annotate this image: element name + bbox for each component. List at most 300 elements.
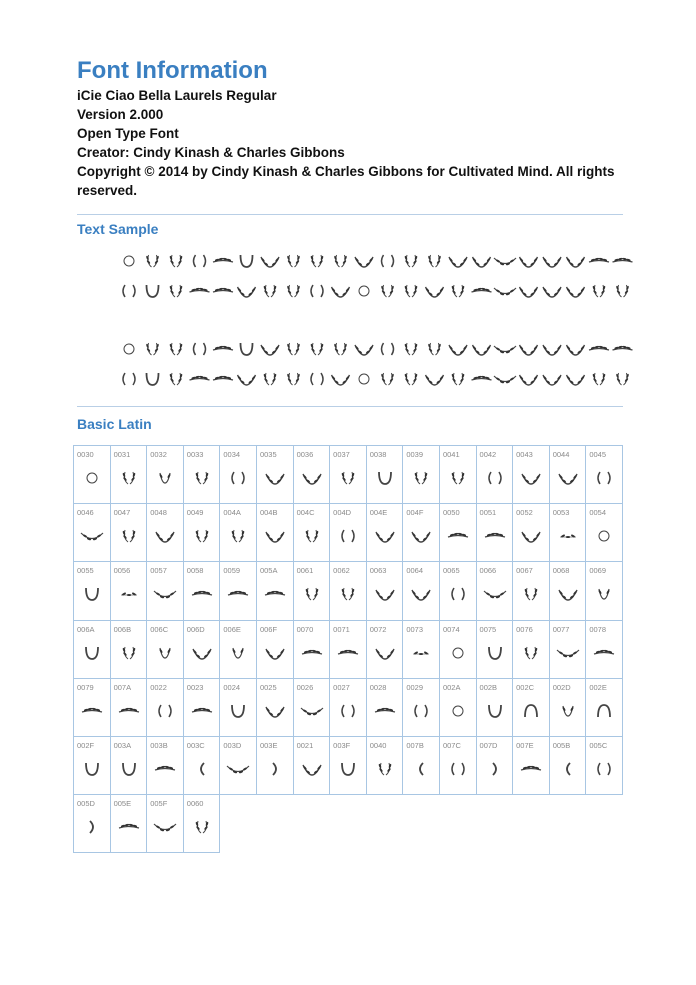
glyph-cell [403, 446, 440, 504]
sample-laurel-icon [381, 285, 394, 297]
laurel-glyph-icon [519, 468, 543, 488]
glyph-code: 003F [333, 740, 351, 750]
sample-laurel-icon [519, 257, 537, 267]
laurel-glyph-icon [153, 701, 177, 721]
glyph-cell [183, 504, 220, 562]
laurel-glyph-icon [226, 584, 250, 604]
glyph-code: 0023 [186, 682, 204, 692]
sample-laurel-icon [382, 343, 394, 355]
sample-laurel-icon [472, 345, 490, 355]
glyph-cell [513, 736, 550, 794]
sample-laurel-icon [519, 345, 537, 355]
laurel-glyph-icon [409, 584, 433, 604]
sample-laurel-icon [355, 257, 373, 267]
glyph-code: 006C [150, 624, 169, 634]
glyph-cell [403, 620, 440, 678]
sample-laurel-icon [613, 345, 633, 350]
text-sample-block-2 [77, 336, 623, 396]
sample-laurel-icon [334, 343, 347, 355]
glyph-code: 0040 [369, 740, 387, 750]
laurel-glyph-icon [117, 526, 141, 546]
glyph-code: 0042 [479, 450, 497, 459]
sample-laurel-icon [287, 285, 300, 297]
glyph-cell [586, 736, 623, 794]
laurel-glyph-icon [153, 817, 177, 837]
sample-glyph-row [117, 248, 677, 278]
glyph-code: 0049 [186, 508, 204, 518]
glyph-code: 0057 [150, 566, 167, 576]
laurel-glyph-icon [226, 701, 250, 721]
glyph-cell [220, 562, 257, 620]
laurel-glyph-icon [556, 643, 580, 663]
laurel-glyph-icon [556, 526, 580, 546]
laurel-glyph-icon [190, 468, 214, 488]
glyph-grid-row [74, 736, 623, 794]
laurel-glyph-icon [373, 643, 397, 663]
glyph-cell [147, 562, 184, 620]
glyph-code: 0076 [516, 624, 533, 634]
glyph-code: 005D [77, 799, 95, 809]
glyph-cell [439, 446, 476, 504]
glyph-cell [439, 620, 476, 678]
glyph-cell [513, 678, 550, 736]
sample-laurel-icon [213, 375, 233, 380]
sample-laurel-icon [146, 343, 159, 355]
glyph-cell [549, 620, 586, 678]
glyph-grid-row [74, 446, 623, 504]
glyph-cell [293, 620, 330, 678]
sample-laurel-icon [543, 375, 561, 385]
glyph-cell [110, 736, 147, 794]
section-divider [77, 214, 623, 215]
glyph-code: 005C [589, 740, 608, 750]
laurel-glyph-icon [300, 701, 324, 721]
glyph-cell [147, 678, 184, 736]
sample-laurel-icon [543, 287, 561, 297]
glyph-cell [293, 562, 330, 620]
laurel-glyph-icon [483, 701, 507, 721]
laurel-glyph-icon [153, 468, 177, 488]
laurel-glyph-icon [373, 759, 397, 779]
sample-laurel-icon [451, 373, 464, 385]
sample-laurel-icon [287, 343, 300, 355]
font-name: iCie Ciao Bella Laurels Regular [77, 88, 277, 103]
glyph-grid [73, 445, 623, 853]
sample-laurel-icon [589, 345, 609, 350]
laurel-glyph-icon [336, 468, 360, 488]
glyph-cell [74, 446, 111, 504]
laurel-glyph-icon [483, 759, 507, 779]
glyph-code: 007D [479, 740, 498, 750]
glyph-code: 0037 [333, 450, 350, 459]
laurel-glyph-icon [190, 584, 214, 604]
glyph-code: 007C [442, 740, 461, 750]
laurel-glyph-icon [80, 759, 104, 779]
sample-glyph-row [117, 278, 677, 308]
glyph-cell [220, 620, 257, 678]
glyph-code: 0058 [186, 566, 204, 576]
laurel-glyph-icon [117, 584, 141, 604]
glyph-code: 004F [406, 508, 424, 518]
glyph-cell [439, 736, 476, 794]
glyph-code: 0027 [333, 682, 350, 692]
laurel-glyph-icon [190, 759, 214, 779]
sample-laurel-icon [613, 257, 633, 262]
laurel-glyph-icon [336, 526, 360, 546]
glyph-code: 0061 [296, 566, 314, 576]
sample-laurel-icon [494, 258, 516, 266]
sample-laurel-icon [310, 255, 323, 267]
font-copyright: Copyright © 2014 by Cindy Kinash & Charles Gibbons for Cultivated Mind. All rights reserved. [77, 164, 615, 198]
laurel-glyph-icon [300, 759, 324, 779]
glyph-code: 0070 [296, 624, 314, 634]
glyph-cell [256, 620, 293, 678]
laurel-glyph-icon [446, 643, 470, 663]
glyph-code: 0073 [406, 624, 424, 634]
glyph-cell [183, 446, 220, 504]
glyph-cell [476, 562, 513, 620]
sample-laurel-icon [449, 345, 467, 355]
sample-laurel-icon [519, 375, 537, 385]
sample-laurel-icon [589, 257, 609, 262]
glyph-cell [403, 678, 440, 736]
glyph-cell [549, 562, 586, 620]
laurel-glyph-icon [263, 468, 287, 488]
text-sample-block-1 [77, 248, 623, 308]
laurel-glyph-icon [373, 526, 397, 546]
laurel-glyph-icon [446, 584, 470, 604]
glyph-cell [330, 504, 367, 562]
glyph-code: 003E [259, 740, 278, 750]
glyph-code: 005E [113, 799, 132, 809]
sample-laurel-icon [241, 343, 253, 355]
glyph-code: 002B [479, 682, 498, 692]
laurel-glyph-icon [483, 643, 507, 663]
glyph-code: 004C [296, 508, 315, 518]
sample-laurel-icon [263, 373, 276, 385]
glyph-cell [147, 504, 184, 562]
glyph-code: 0051 [479, 508, 497, 518]
sample-laurel-icon [592, 373, 605, 385]
glyph-cell [256, 446, 293, 504]
glyph-code: 002E [589, 682, 607, 692]
laurel-glyph-icon [117, 468, 141, 488]
glyph-code: 0045 [589, 450, 606, 459]
sample-laurel-icon [123, 285, 135, 297]
glyph-cell [220, 446, 257, 504]
laurel-glyph-icon [519, 701, 543, 721]
glyph-cell [330, 446, 367, 504]
laurel-glyph-icon [519, 759, 543, 779]
font-info-page [77, 56, 623, 853]
glyph-code: 003C [186, 740, 205, 750]
laurel-glyph-icon [226, 643, 250, 663]
glyph-code: 0077 [552, 624, 570, 634]
glyph-code: 0028 [369, 682, 387, 692]
sample-laurel-icon [425, 375, 443, 385]
laurel-glyph-icon [519, 643, 543, 663]
glyph-code: 0071 [333, 624, 350, 634]
sample-glyph-row [117, 366, 677, 396]
glyph-cell [110, 562, 147, 620]
sample-glyph-row [117, 336, 677, 366]
laurel-glyph-icon [336, 759, 360, 779]
sample-laurel-icon [616, 373, 629, 385]
sample-laurel-icon [261, 257, 279, 267]
glyph-code: 0072 [369, 624, 387, 634]
glyph-cell [366, 504, 403, 562]
laurel-glyph-icon [153, 526, 177, 546]
glyph-cell [586, 678, 623, 736]
sample-laurel-icon [310, 343, 323, 355]
glyph-cell [403, 736, 440, 794]
glyph-code: 006F [259, 624, 278, 634]
glyph-cell [476, 504, 513, 562]
glyph-cell [293, 446, 330, 504]
glyph-code: 0063 [369, 566, 387, 576]
glyph-code: 007A [113, 682, 132, 692]
glyph-grid-row [74, 504, 623, 562]
laurel-glyph-icon [263, 643, 287, 663]
glyph-code: 004B [259, 508, 278, 518]
glyph-code: 002A [442, 682, 461, 692]
glyph-cell [476, 446, 513, 504]
glyph-cell [183, 620, 220, 678]
sample-laurel-icon [311, 373, 323, 385]
glyph-cell [513, 504, 550, 562]
sample-laurel-icon [566, 375, 584, 385]
sample-laurel-icon [472, 257, 490, 267]
laurel-glyph-icon [117, 817, 141, 837]
glyph-code: 0064 [406, 566, 424, 576]
sample-laurel-icon [146, 255, 159, 267]
laurel-glyph-icon [226, 759, 250, 779]
glyph-code: 0048 [150, 508, 167, 518]
glyph-code: 006B [113, 624, 132, 634]
laurel-glyph-icon [263, 526, 287, 546]
glyph-cell [220, 678, 257, 736]
sample-laurel-icon [382, 255, 394, 267]
sample-laurel-icon [261, 345, 279, 355]
glyph-grid-row [74, 678, 623, 736]
glyph-code: 003D [223, 740, 242, 750]
sample-laurel-icon [190, 287, 210, 292]
glyph-cell [74, 678, 111, 736]
sample-laurel-icon [519, 287, 537, 297]
glyph-cell [403, 562, 440, 620]
laurel-glyph-icon [373, 701, 397, 721]
laurel-glyph-icon [592, 643, 616, 663]
sample-laurel-icon [404, 255, 417, 267]
laurel-glyph-icon [117, 643, 141, 663]
glyph-cell [330, 562, 367, 620]
glyph-cell [366, 620, 403, 678]
sample-laurel-icon [147, 373, 159, 385]
basic-latin-heading: Basic Latin [77, 416, 152, 432]
glyph-grid-row [74, 562, 623, 620]
glyph-code: 0055 [77, 566, 94, 576]
laurel-glyph-icon [153, 643, 177, 663]
glyph-code: 0079 [77, 682, 94, 692]
laurel-glyph-icon [446, 701, 470, 721]
glyph-code: 0029 [406, 682, 424, 692]
glyph-code: 0043 [516, 450, 533, 459]
glyph-code: 002C [516, 682, 535, 692]
glyph-code: 0026 [296, 682, 314, 692]
glyph-code: 003A [113, 740, 132, 750]
glyph-cell [366, 562, 403, 620]
glyph-code: 0041 [442, 450, 460, 459]
glyph-cell [147, 736, 184, 794]
glyph-code: 0067 [516, 566, 533, 576]
glyph-cell [183, 562, 220, 620]
glyph-cell [183, 678, 220, 736]
glyph-cell [586, 562, 623, 620]
glyph-code: 0059 [223, 566, 241, 576]
text-sample-heading: Text Sample [77, 221, 159, 237]
sample-laurel-icon [311, 285, 323, 297]
glyph-cell [293, 736, 330, 794]
laurel-glyph-icon [556, 759, 580, 779]
glyph-code: 005B [552, 740, 571, 750]
laurel-glyph-icon [592, 759, 616, 779]
glyph-code: 0054 [589, 508, 606, 518]
sample-laurel-icon [381, 373, 394, 385]
glyph-grid-row [74, 795, 623, 853]
sample-laurel-icon [287, 373, 300, 385]
sample-laurel-icon [566, 257, 584, 267]
glyph-cell [439, 678, 476, 736]
glyph-cell [476, 736, 513, 794]
glyph-cell [549, 678, 586, 736]
glyph-code: 0065 [442, 566, 460, 576]
glyph-code: 003B [150, 740, 168, 750]
glyph-code: 007B [406, 740, 424, 750]
glyph-cell [74, 620, 111, 678]
sample-laurel-icon [241, 255, 253, 267]
laurel-glyph-icon [592, 526, 616, 546]
sample-laurel-icon [543, 345, 561, 355]
glyph-cell [586, 620, 623, 678]
glyph-code: 002D [552, 682, 571, 692]
sample-laurel-icon [404, 285, 417, 297]
glyph-cell [403, 504, 440, 562]
laurel-glyph-icon [300, 584, 324, 604]
laurel-glyph-icon [300, 468, 324, 488]
sample-laurel-icon [287, 255, 300, 267]
glyph-code: 004E [369, 508, 388, 518]
glyph-code: 0078 [589, 624, 606, 634]
glyph-code: 0036 [296, 450, 314, 459]
sample-laurel-icon [425, 287, 443, 297]
font-version: Version 2.000 [77, 107, 164, 122]
font-creator: Creator: Cindy Kinash & Charles Gibbons [77, 145, 345, 160]
laurel-glyph-icon [409, 526, 433, 546]
glyph-cell [74, 562, 111, 620]
laurel-glyph-icon [80, 526, 104, 546]
glyph-code: 006E [223, 624, 241, 634]
laurel-glyph-icon [409, 701, 433, 721]
glyph-code: 0068 [552, 566, 570, 576]
laurel-glyph-icon [519, 526, 543, 546]
glyph-cell [110, 795, 147, 853]
sample-laurel-icon [592, 285, 605, 297]
laurel-glyph-icon [117, 701, 141, 721]
glyph-cell [147, 446, 184, 504]
glyph-grid-row [74, 620, 623, 678]
glyph-cell [110, 678, 147, 736]
glyph-code: 0074 [442, 624, 460, 634]
glyph-code: 0031 [113, 450, 131, 459]
sample-laurel-icon [404, 373, 417, 385]
laurel-glyph-icon [446, 759, 470, 779]
sample-laurel-icon [472, 375, 492, 380]
glyph-cell [293, 678, 330, 736]
glyph-code: 0060 [186, 799, 204, 809]
sample-laurel-icon [213, 257, 233, 262]
sample-laurel-icon [494, 346, 516, 354]
laurel-glyph-icon [373, 584, 397, 604]
sample-laurel-icon [566, 345, 584, 355]
laurel-glyph-icon [226, 468, 250, 488]
laurel-glyph-icon [80, 584, 104, 604]
glyph-cell [293, 504, 330, 562]
glyph-cell [366, 678, 403, 736]
glyph-code: 0024 [223, 682, 241, 692]
sample-laurel-icon [494, 376, 516, 384]
glyph-code: 0022 [150, 682, 167, 692]
sample-laurel-icon [331, 375, 349, 385]
glyph-cell [549, 736, 586, 794]
laurel-glyph-icon [446, 526, 470, 546]
glyph-code: 002F [77, 740, 95, 750]
glyph-cell [256, 562, 293, 620]
laurel-glyph-icon [80, 701, 104, 721]
sample-laurel-icon [449, 257, 467, 267]
glyph-code: 0052 [516, 508, 533, 518]
page-title: Font Information [77, 57, 268, 84]
glyph-code: 0047 [113, 508, 131, 518]
sample-laurel-icon [169, 255, 182, 267]
sample-laurel-icon [213, 345, 233, 350]
sample-laurel-icon [213, 287, 233, 292]
glyph-cell [330, 678, 367, 736]
glyph-cell [256, 504, 293, 562]
glyph-code: 0056 [113, 566, 131, 576]
glyph-cell [513, 562, 550, 620]
glyph-cell [439, 562, 476, 620]
laurel-glyph-icon [153, 584, 177, 604]
laurel-glyph-icon [190, 701, 214, 721]
sample-laurel-icon [334, 255, 347, 267]
glyph-code: 0069 [589, 566, 606, 576]
glyph-cell [549, 446, 586, 504]
sample-laurel-icon [543, 257, 561, 267]
glyph-code: 0039 [406, 450, 424, 459]
glyph-code: 0033 [186, 450, 204, 459]
laurel-glyph-icon [483, 526, 507, 546]
glyph-cell [476, 620, 513, 678]
glyph-code: 0021 [296, 740, 314, 750]
laurel-glyph-icon [446, 468, 470, 488]
glyph-cell [476, 678, 513, 736]
glyph-code: 0038 [369, 450, 387, 459]
glyph-code: 005A [259, 566, 278, 576]
glyph-cell [513, 620, 550, 678]
glyph-code: 0030 [77, 450, 94, 459]
laurel-glyph-icon [300, 643, 324, 663]
laurel-glyph-icon [153, 759, 177, 779]
